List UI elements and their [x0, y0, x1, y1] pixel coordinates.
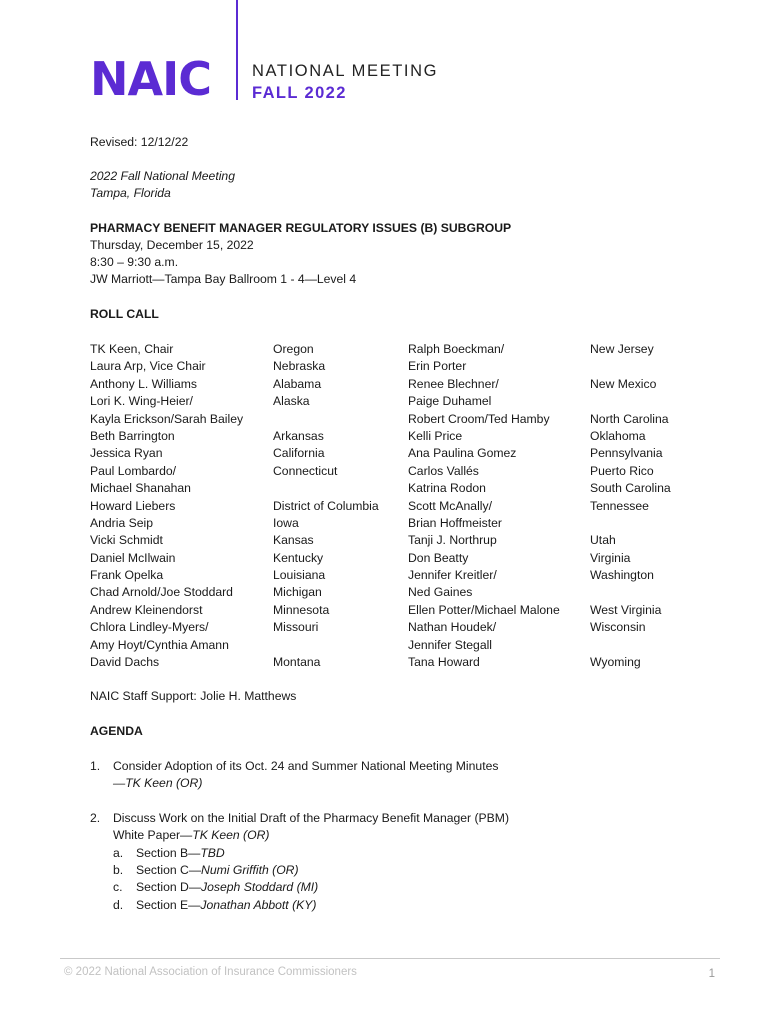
member-name: Paul Lombardo/ — [90, 463, 177, 478]
member-name: Ralph Boeckman/ — [408, 342, 505, 356]
member-state: Puerto Rico — [590, 463, 654, 478]
member-state: Louisiana — [273, 568, 326, 583]
member-state: Tennessee — [590, 498, 649, 513]
member-state: North Carolina — [590, 411, 669, 426]
member-name: Beth Barrington — [90, 428, 175, 443]
member-state: Iowa — [273, 515, 299, 530]
member-name: Anthony L. Williams — [90, 376, 198, 391]
member-name: Paige Duhamel — [408, 394, 492, 409]
member-state: Alaska — [273, 394, 310, 409]
member-name: Ellen Potter/Michael Malone — [408, 602, 560, 617]
member-state: Oklahoma — [590, 428, 646, 443]
meeting-venue: JW Marriott—Tampa Bay Ballroom 1 - 4—Level 4 — [90, 272, 357, 286]
member-name: Renee Blechner/ — [408, 376, 499, 391]
member-name: Kelli Price — [408, 428, 463, 443]
subitem-label: Section B— — [136, 845, 201, 860]
member-name: Frank Opelka — [90, 568, 164, 583]
member-state: New Jersey — [590, 342, 654, 356]
member-state: Kansas — [273, 533, 314, 548]
member-name: Amy Hoyt/Cynthia Amann — [90, 637, 229, 652]
member-state: Pennsylvania — [590, 446, 663, 461]
member-name: Jessica Ryan — [90, 446, 163, 461]
agenda-item-number: 2. — [90, 810, 101, 825]
member-state — [273, 480, 379, 497]
member-name: Laura Arp, Vice Chair — [90, 359, 206, 374]
agenda-heading: AGENDA — [90, 724, 143, 738]
member-state: Virginia — [590, 550, 631, 565]
agenda-item — [90, 758, 710, 793]
member-name: Jennifer Kreitler/ — [408, 568, 497, 583]
member-name: Ned Gaines — [408, 585, 473, 600]
member-state: Alabama — [273, 376, 322, 391]
member-name: Jennifer Stegall — [408, 637, 493, 652]
member-name: Robert Croom/Ted Hamby — [408, 411, 550, 426]
member-state: South Carolina — [590, 481, 671, 496]
meeting-location: Tampa, Florida — [90, 186, 171, 200]
subitem-label: Section E— — [136, 897, 201, 912]
member-name: Lori K. Wing-Heier/ — [90, 394, 193, 409]
member-name: Chad Arnold/Joe Stoddard — [90, 585, 233, 600]
member-name: Nathan Houdek/ — [408, 620, 497, 635]
member-state: Oregon — [273, 342, 314, 356]
member-name: Tanji J. Northrup — [408, 533, 497, 548]
roll-call-states-left — [273, 341, 379, 671]
logo-subtitle: FALL 2022 — [252, 84, 347, 102]
subitem-letter: b. — [113, 863, 124, 878]
member-state: Arkansas — [273, 428, 324, 443]
member-name: Vicki Schmidt — [90, 533, 163, 548]
member-state: California — [273, 446, 325, 461]
member-state: Connecticut — [273, 463, 338, 478]
group-title: PHARMACY BENEFIT MANAGER REGULATORY ISSUES (B) SUBGROUP — [90, 221, 512, 235]
member-state: New Mexico — [590, 376, 657, 391]
agenda-item-text: Discuss Work on the Initial Draft of the Pharmacy Benefit Manager (PBM) — [113, 810, 510, 825]
member-state — [590, 358, 671, 375]
member-name: Tana Howard — [408, 655, 480, 670]
subitem-label: Section D— — [136, 880, 202, 895]
staff-support: NAIC Staff Support: Jolie H. Matthews — [90, 689, 297, 703]
member-state: Michigan — [273, 585, 322, 600]
member-state — [590, 584, 671, 601]
member-name: Andrew Kleinendorst — [90, 602, 203, 617]
member-name: Scott McAnally/ — [408, 498, 492, 513]
member-state: Montana — [273, 655, 321, 670]
member-state: Minnesota — [273, 602, 330, 617]
member-name: Katrina Rodon — [408, 481, 486, 496]
meeting-date: Thursday, December 15, 2022 — [90, 238, 254, 252]
member-state: Washington — [590, 568, 654, 583]
agenda-item — [90, 810, 710, 914]
member-state — [273, 637, 379, 654]
member-state: Wisconsin — [590, 620, 646, 635]
member-state — [273, 411, 379, 428]
member-name: Howard Liebers — [90, 498, 176, 513]
member-state: West Virginia — [590, 602, 662, 617]
member-name: Chlora Lindley-Myers/ — [90, 620, 209, 635]
logo-brand: NAIC — [90, 52, 211, 106]
member-state — [590, 393, 671, 410]
member-state: Utah — [590, 533, 616, 548]
subitem-letter: d. — [113, 897, 124, 912]
member-state: Kentucky — [273, 550, 324, 565]
agenda-subitem — [113, 879, 710, 896]
agenda-subitem — [113, 862, 710, 879]
footer-divider — [60, 958, 720, 959]
member-name: Michael Shanahan — [90, 481, 191, 496]
page-number: 1 — [708, 968, 715, 980]
agenda-subitem — [113, 845, 710, 862]
member-state — [590, 637, 671, 654]
agenda-item-text: Consider Adoption of its Oct. 24 and Summer National Meeting Minutes — [113, 759, 499, 773]
member-name: Brian Hoffmeister — [408, 515, 502, 530]
naic-logo — [90, 0, 510, 110]
subitem-label: Section C— — [136, 863, 202, 878]
agenda-item-number: 1. — [90, 759, 101, 773]
member-state: Nebraska — [273, 359, 326, 374]
agenda-subitem — [113, 897, 710, 914]
member-name: Kayla Erickson/Sarah Bailey — [90, 411, 244, 426]
roll-call-states-right — [590, 341, 671, 671]
subitem-letter: a. — [113, 845, 124, 860]
member-name: TK Keen, Chair — [90, 342, 174, 356]
member-state: Wyoming — [590, 655, 641, 670]
revised-date: Revised: 12/12/22 — [90, 135, 189, 149]
member-name: Ana Paulina Gomez — [408, 446, 517, 461]
agenda-item-presenter: TK Keen (OR) — [192, 828, 270, 843]
agenda-item-text-cont: White Paper— — [113, 828, 193, 843]
member-name: Daniel McIlwain — [90, 550, 176, 565]
agenda-list — [90, 758, 710, 914]
subitem-presenter: TBD — [200, 845, 225, 860]
member-name: Carlos Vallés — [408, 463, 479, 478]
footer-copyright: © 2022 National Association of Insurance Commissioners — [64, 966, 357, 978]
meeting-name: 2022 Fall National Meeting — [90, 169, 235, 183]
roll-call-heading: ROLL CALL — [90, 307, 159, 321]
agenda-item-presenter: —TK Keen (OR) — [113, 776, 203, 791]
subitem-presenter: Joseph Stoddard (MI) — [201, 880, 319, 895]
member-state: District of Columbia — [273, 498, 379, 513]
member-name: Don Beatty — [408, 550, 469, 565]
member-name: David Dachs — [90, 655, 160, 670]
logo-divider — [236, 0, 238, 100]
subitem-presenter: Numi Griffith (OR) — [201, 863, 299, 878]
member-name: Andria Seip — [90, 515, 154, 530]
roll-call-names-right — [408, 341, 560, 671]
member-state: Missouri — [273, 620, 319, 635]
member-state — [590, 515, 671, 532]
subitem-letter: c. — [113, 880, 123, 895]
logo-title: NATIONAL MEETING — [252, 62, 439, 80]
meeting-time: 8:30 – 9:30 a.m. — [90, 255, 179, 269]
roll-call-names-left — [90, 341, 243, 671]
member-name: Erin Porter — [408, 359, 467, 374]
subitem-presenter: Jonathan Abbott (KY) — [200, 897, 317, 912]
